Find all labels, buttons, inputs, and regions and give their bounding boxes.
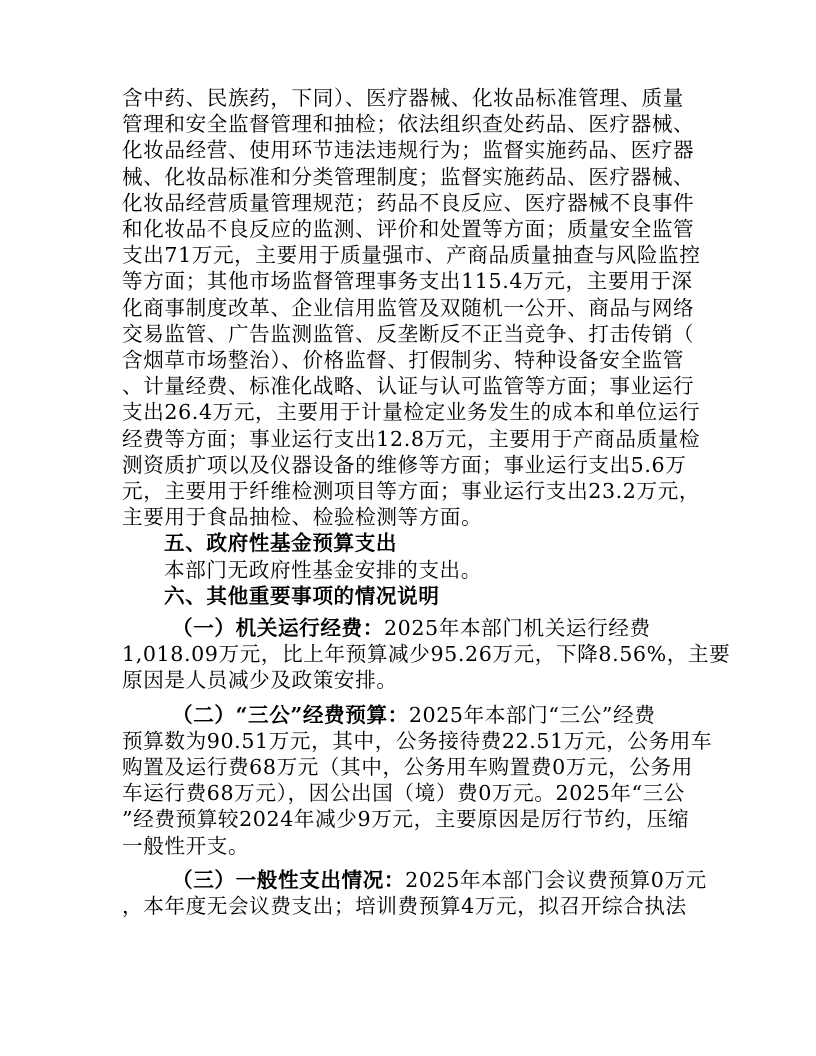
body-text-line: 械、化妆品标准和分类管理制度；监督实施药品、医疗器械、 [122, 165, 695, 189]
body-text-line: 元，主要用于纤维检测项目等方面；事业运行支出23.2万元， [122, 479, 701, 503]
subsection-paragraph-start [172, 616, 651, 640]
subsection-paragraph-start [172, 703, 655, 727]
body-text-line: 测资质扩项以及仪器设备的维修等方面；事业运行支出5.6万 [122, 453, 687, 477]
body-text-line: 预算数为90.51万元，其中，公务接待费22.51万元，公务用车 [122, 729, 713, 753]
body-text-line: 支出26.4万元，主要用于计量检定业务发生的成本和单位运行 [122, 400, 701, 424]
body-text-line: 化妆品经营、使用环节违法违规行为；监督实施药品、医疗器 [122, 138, 695, 162]
body-text-line: 化商事制度改革、企业信用监管及双随机一公开、商品与网络 [122, 296, 695, 320]
body-text-line: 车运行费68万元），因公出国（境）费0万元。2025年“三公 [122, 781, 686, 805]
body-text-line: 、计量经费、标准化战略、认证与认可监管等方面；事业运行 [122, 374, 695, 398]
body-text-line: 本部门无政府性基金安排的支出。 [164, 558, 482, 582]
body-text-line: 管理和安全监督管理和抽检；依法组织查处药品、医疗器械、 [122, 112, 695, 136]
subsection-title: （二）“三公”经费预算： [172, 703, 409, 727]
body-text-line: 等方面；其他市场监督管理事务支出115.4万元，主要用于深 [122, 269, 693, 293]
subsection-title: （三）一般性支出情况： [172, 868, 406, 892]
body-text-line: 主要用于食品抽检、检验检测等方面。 [122, 505, 483, 529]
body-text-line: 1,018.09万元，比上年预算减少95.26万元，下降8.56%，主要 [122, 642, 731, 666]
body-text-span: 2025年本部门会议费预算0万元 [405, 868, 707, 892]
body-text-line: 经费等方面；事业运行支出12.8万元，主要用于产商品质量检 [122, 427, 701, 451]
body-text-line: 原因是人员减少及政策安排。 [122, 668, 398, 692]
body-text-line: 含烟草市场整治）、价格监督、打假制劣、特种设备安全监管 [122, 348, 684, 372]
body-text-span: 2025年本部门“三公”经费 [408, 703, 656, 727]
body-text-line: 支出71万元，主要用于质量强市、产商品质量抽查与风险监控 [122, 243, 701, 267]
body-text-line: 化妆品经营质量管理规范；药品不良反应、医疗器械不良事件 [122, 191, 695, 215]
subsection-title: （一）机关运行经费： [172, 616, 384, 640]
section-heading: 六、其他重要事项的情况说明 [164, 584, 440, 608]
body-text-line: ”经费预算较2024年减少9万元，主要原因是厉行节约，压缩 [122, 807, 690, 831]
subsection-paragraph-start [172, 868, 707, 892]
body-text-line: 含中药、民族药，下同）、医疗器械、化妆品标准管理、质量 [122, 86, 684, 110]
body-text-line: ，本年度无会议费支出；培训费预算4万元，拟召开综合执法 [122, 894, 687, 918]
body-text-line: 和化妆品不良反应的监测、评价和处置等方面；质量安全监管 [122, 217, 695, 241]
body-text-line: 购置及运行费68万元（其中，公务用车购置费0万元，公务用 [122, 755, 693, 779]
body-text-line: 一般性开支。 [122, 834, 250, 858]
body-text-span: 2025年本部门机关运行经费 [383, 616, 651, 640]
body-text-line: 交易监管、广告监测监管、反垄断反不正当竞争、打击传销（ [122, 322, 695, 346]
section-heading: 五、政府性基金预算支出 [164, 531, 398, 555]
